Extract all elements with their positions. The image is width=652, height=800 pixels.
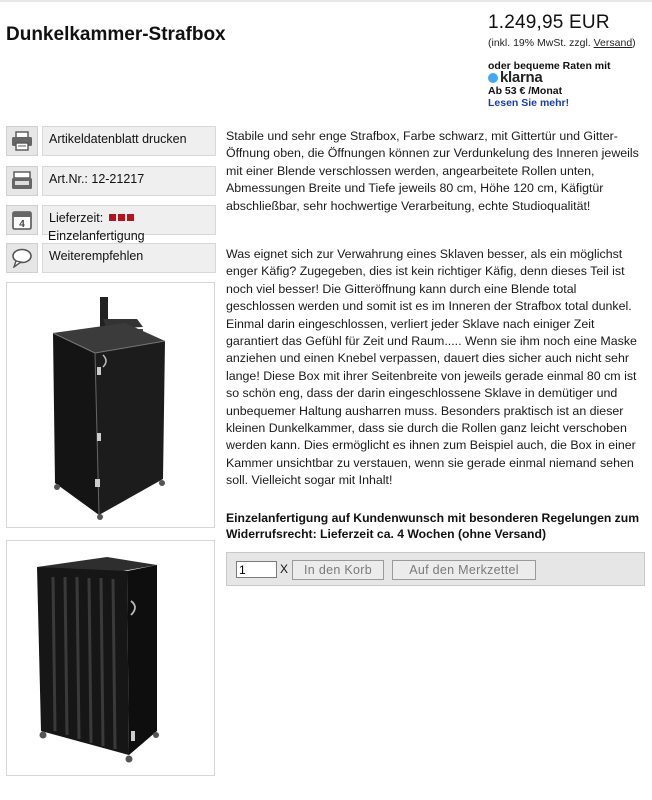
add-to-cart-button[interactable]: In den Korb [292, 560, 384, 580]
quantity-input[interactable] [236, 561, 277, 578]
stock-indicator-3 [127, 214, 134, 221]
print-datasheet-button[interactable]: Artikeldatenblatt drucken [42, 126, 216, 156]
cash-register-icon [6, 166, 38, 196]
delivery-time-item [6, 205, 216, 243]
quantity-times: X [280, 562, 289, 576]
printer-icon [6, 126, 38, 156]
print-datasheet-item[interactable] [6, 126, 216, 158]
article-number-item [6, 166, 216, 198]
description-paragraph-1: Stabile und sehr enge Strafbox, Farbe schwarz, mit Gittertür und Gitter-Öffnung oben, die Öffnungen können zur Verdunkelung des Inneren jeweils mit einer Blende verschlossen werden, angearbeitete Rollen unten, Abmessungen Breite und Tiefe jeweils 80 cm, Höhe 120 cm, Käfigtür abschließbar, sehr hochwertige Verarbeitung, echte Studioqualität! [226, 129, 639, 213]
klarna-more-link[interactable]: Lesen Sie mehr! [488, 97, 570, 109]
klarna-intro: oder bequeme Raten mit [488, 60, 611, 72]
description-paragraph-2: Was eignet sich zur Verwahrung eines Sklaven besser, als ein möglichst enger Käfig? Zugegeben, dies ist kein richtiger Käfig, denn dieses Teil ist noch viel besser! Die Gitteröffnung kann durch eine Blende total geschlossen werden und somit ist es im Inneren der Strafbox total dunkel. Einmal darin eingeschlossen, verliert jeder Sklave nach einiger Zeit garantiert das Gefühl für Zeit und Raum..... Wenn sie ihm noch eine Maske anziehen und einen Knebel verpassen, dauert dies sicher auch nicht sehr lange! Diese Box mit ihrer Seitenbreite von jeweils gerade einmal 80 cm ist so schön eng, dass der darin eingeschlossene Sklave in demütiger und unbequemer Haltung ausharren muss. Besonders praktisch ist an dieser kleinen Dunkelkammer, dass sie durch die Rollen ganz leicht verschoben werden kann. Dies ermöglicht es ihnen zum Beispiel auch, die Box in einer Kammer unsichtbar zu verstauen, wenn sie gerade einmal niemand sehen soll. Vielleicht sogar mit Inhalt! [226, 247, 637, 488]
delivery-note: Einzelanfertigung [48, 229, 145, 243]
return-policy-note: Einzelanfertigung auf Kundenwunsch mit besonderen Regelungen zum Widerrufsrecht: Lieferzeit ca. 4 Wochen (ohne Versand) [226, 511, 640, 541]
stock-indicator-1 [109, 214, 116, 221]
add-to-wishlist-button[interactable]: Auf den Merkzettel [392, 560, 536, 580]
stock-indicator-2 [118, 214, 125, 221]
calendar-icon [6, 205, 38, 235]
svg-text:4: 4 [19, 219, 25, 230]
klarna-icon [488, 73, 498, 83]
product-title: Dunkelkammer-Strafbox [6, 24, 226, 45]
product-image-bars[interactable] [6, 540, 215, 776]
delivery-time: Lieferzeit: [42, 205, 216, 235]
product-image-front[interactable] [6, 282, 215, 528]
product-price: 1.249,95 EUR [488, 12, 610, 33]
speech-bubble-icon [6, 243, 38, 273]
top-divider [0, 0, 652, 2]
recommend-button[interactable]: Weiterempfehlen [42, 243, 216, 273]
vat-note: (inkl. 19% MwSt. zzgl. Versand) [488, 37, 636, 49]
klarna-rate: Ab 53 € /Monat [488, 85, 563, 97]
klarna-logo: klarna [488, 71, 542, 85]
recommend-item[interactable] [6, 243, 216, 275]
add-to-cart-bar [226, 552, 645, 586]
article-number: Art.Nr.: 12-21217 [42, 166, 216, 196]
shipping-link[interactable]: Versand [593, 37, 633, 49]
